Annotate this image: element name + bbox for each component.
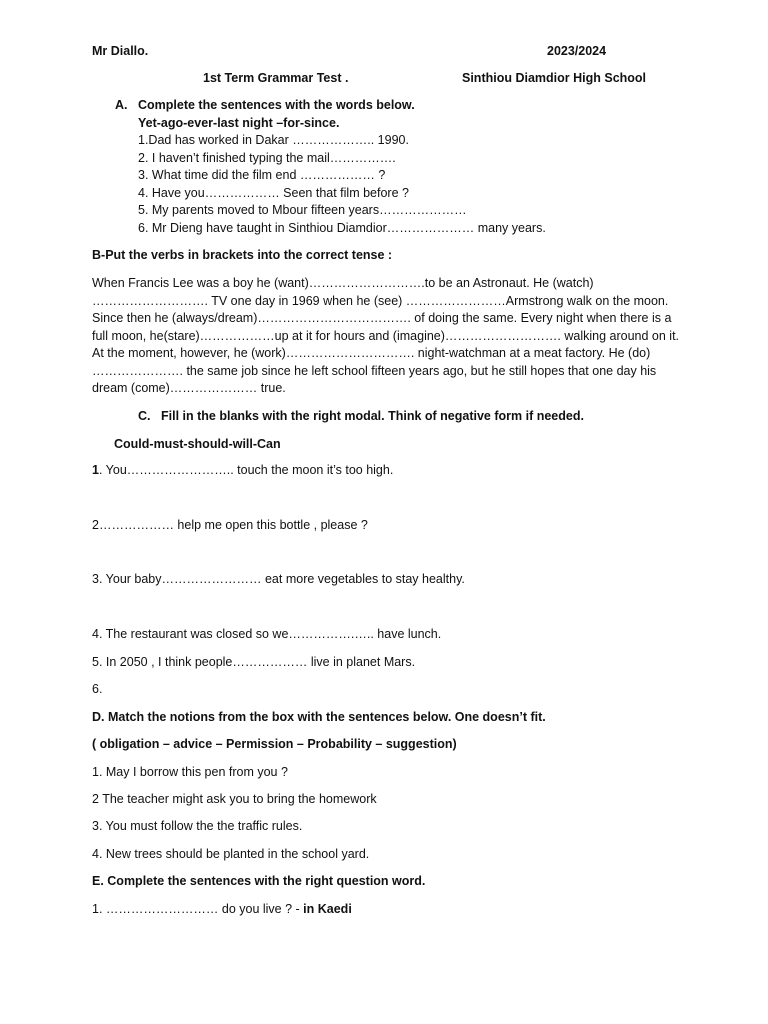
list-item: 6. (92, 682, 103, 696)
teacher-name: Mr Diallo. (92, 44, 149, 58)
section-c-letter: C. (138, 409, 151, 423)
list-item: 2 The teacher might ask you to bring the homework (92, 792, 377, 806)
item-text: . You…………………….. touch the moon it’s too high. (98, 463, 394, 477)
list-item: 4. Have you……………… Seen that film before ? (138, 185, 409, 200)
list-item (92, 462, 393, 480)
section-b-paragraph: When Francis Lee was a boy he (want)……………………….to be an Astronaut. He (watch) ………………………. TV one day in 1969 when he (see) ……………………Armstrong walk on the moon. Since then he (always/dream)………………………………. of doing the same. Every night when there is a full moon, he(stare)………………up at it for hours and (imagine)………………………. walking around on it. At the moment, however, he (work)…………………………. night-watchman at a meat factory. He (do) …………………. the same job since he left school fifteen years ago, but he still hopes that one day his dream (come)………………… true. (92, 276, 680, 395)
test-title: 1st Term Grammar Test . (203, 71, 349, 85)
list-item: 1.Dad has worked in Dakar ……………….. 1990. (138, 133, 409, 147)
list-item: 4. New trees should be planted in the school yard. (92, 847, 370, 861)
list-item: 4. The restaurant was closed so we…………….….. have lunch. (92, 627, 442, 641)
list-item: 5. In 2050 , I think people……………… live in planet Mars. (92, 655, 416, 669)
section-c-word-list: Could-must-should-will-Can (114, 437, 281, 451)
section-a-letter: A. (115, 98, 128, 112)
list-item: 6. Mr Dieng have taught in Sinthiou Diamdior………………… many years. (138, 220, 546, 235)
list-item: 1. May I borrow this pen from you ? (92, 765, 288, 779)
school-name: Sinthiou Diamdior High School (462, 71, 647, 85)
section-b-heading: B-Put the verbs in brackets into the correct tense : (92, 248, 393, 262)
section-a-items (138, 132, 546, 237)
section-c-instruction: Fill in the blanks with the right modal. Think of negative form if needed. (161, 409, 584, 423)
list-item: 3. Your baby…………………… eat more vegetables to stay healthy. (92, 572, 465, 586)
item-answer: in Kaedi (303, 902, 352, 916)
list-item: 3. What time did the film end ……………… ? (138, 168, 386, 182)
list-item (92, 901, 352, 919)
list-item: 3. You must follow the the traffic rules. (92, 819, 303, 833)
section-d-notions: ( obligation – advice – Permission – Probability – suggestion) (92, 737, 457, 751)
list-item: 2……………… help me open this bottle , please ? (92, 518, 368, 532)
section-e-heading: E. Complete the sentences with the right question word. (92, 874, 426, 888)
section-d-heading: D. Match the notions from the box with the sentences below. One doesn’t fit. (92, 710, 546, 724)
list-item: 5. My parents moved to Mbour fifteen years………………… (138, 203, 467, 217)
section-a-word-list: Yet-ago-ever-last night –for-since. (138, 115, 340, 130)
section-a-instruction: Complete the sentences with the words below. (138, 98, 415, 112)
school-year: 2023/2024 (547, 44, 607, 58)
list-item: 2. I haven’t finished typing the mail……………. (138, 150, 396, 165)
item-text: 1. ……………………… do you live ? - (92, 902, 304, 916)
item-number: 1 (92, 463, 99, 477)
